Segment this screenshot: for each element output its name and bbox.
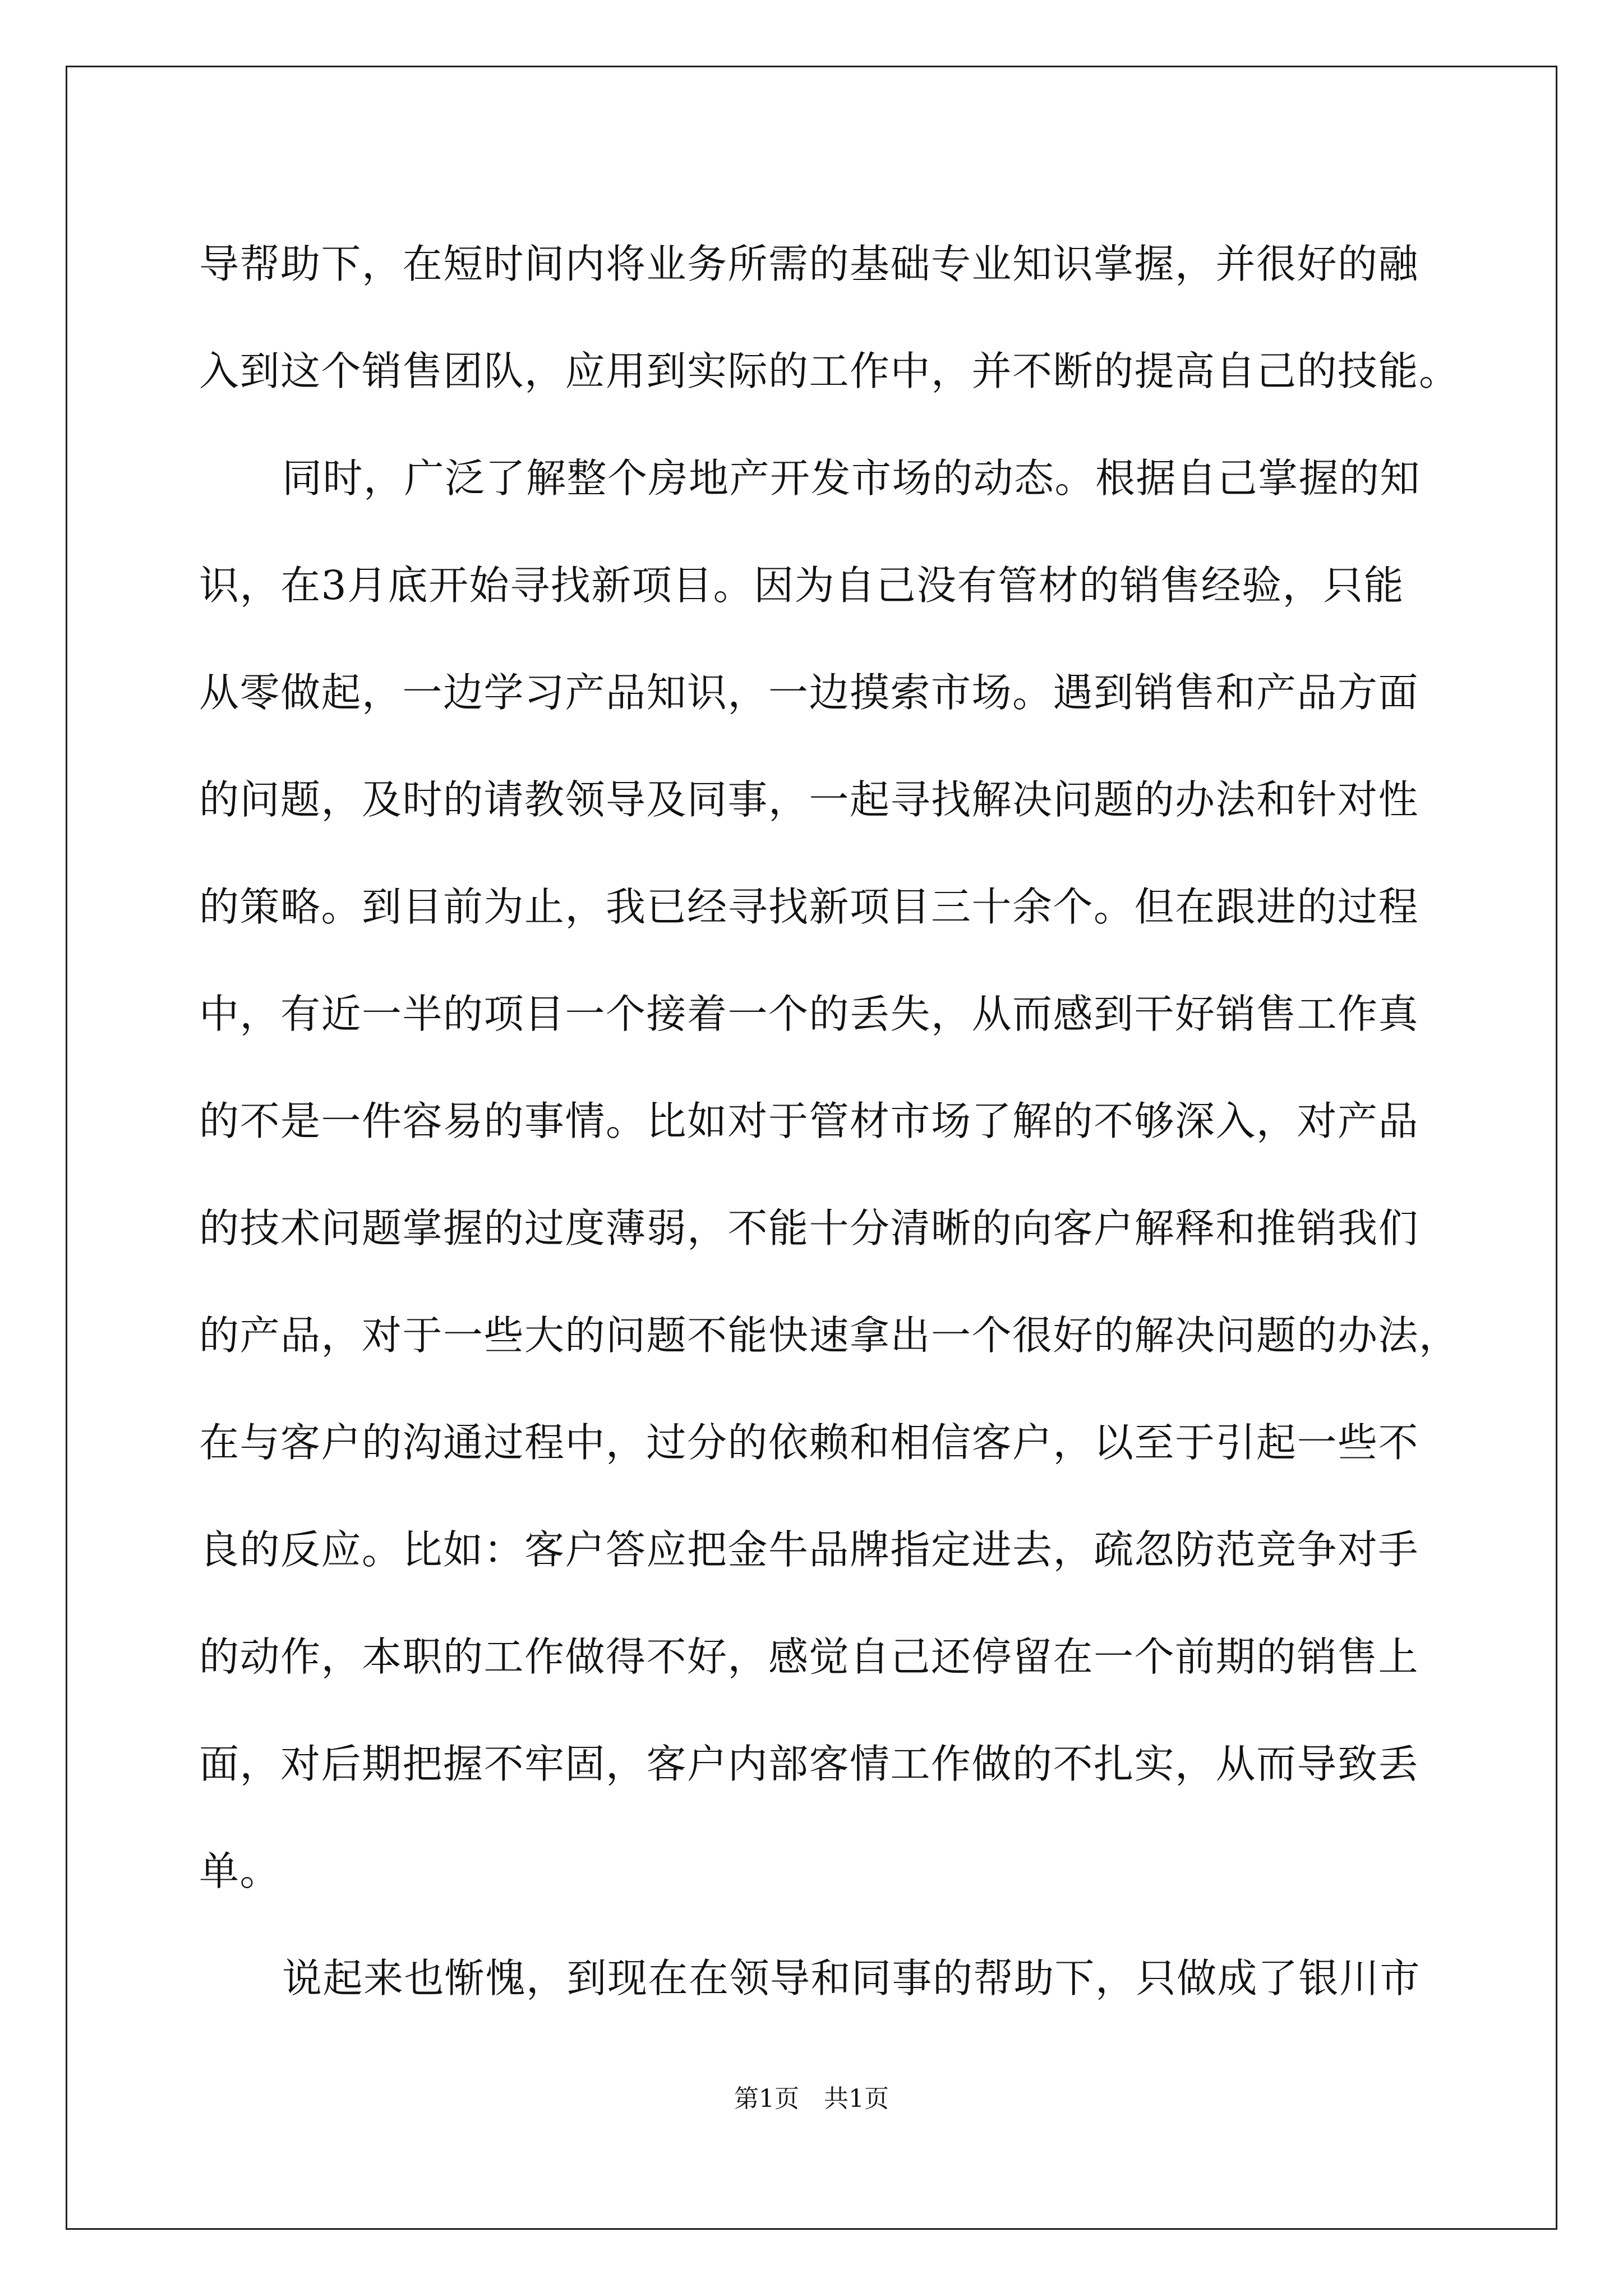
text-line: 从零做起，一边学习产品知识，一边摸索市场。遇到销售和产品方面 [199, 669, 1419, 716]
text-line: 识，在3月底开始寻找新项目。因为自己没有管材的销售经验，只能 [199, 562, 1405, 609]
text-line: 的技术问题掌握的过度薄弱，不能十分清晰的向客户解释和推销我们 [199, 1205, 1419, 1251]
text-line: 面，对后期把握不牢固，客户内部客情工作做的不扎实，从而导致丢 [199, 1741, 1419, 1787]
text-line: 的不是一件容易的事情。比如对于管材市场了解的不够深入，对产品 [199, 1098, 1419, 1144]
paragraph-start-line: 说起来也惭愧，到现在在领导和同事的帮助下，只做成了银川市 [282, 1955, 1421, 2001]
text-line: 中，有近一半的项目一个接着一个的丢失，从而感到干好销售工作真 [199, 991, 1419, 1037]
text-line: 的策略。到目前为止，我已经寻找新项目三十余个。但在跟进的过程 [199, 884, 1419, 930]
page-number-footer: 第1页 共1页 [734, 2085, 889, 2113]
text-line: 的问题，及时的请教领导及同事，一起寻找解决问题的办法和针对性 [199, 776, 1419, 823]
paragraph-start-line: 同时，广泛了解整个房地产开发市场的动态。根据自己掌握的知 [282, 455, 1421, 501]
text-line: 导帮助下，在短时间内将业务所需的基础专业知识掌握，并很好的融 [199, 241, 1419, 287]
body-text [199, 210, 1460, 2032]
text-line: 的产品，对于一些大的问题不能快速拿出一个很好的解决问题的办法， [199, 1312, 1460, 1359]
text-line: 的动作，本职的工作做得不好，感觉自己还停留在一个前期的销售上 [199, 1634, 1419, 1680]
text-line: 在与客户的沟通过程中，过分的依赖和相信客户，以至于引起一些不 [199, 1419, 1419, 1466]
text-line: 单。 [199, 1848, 281, 1894]
text-line: 良的反应。比如：客户答应把金牛品牌指定进去，疏忽防范竞争对手 [199, 1526, 1419, 1573]
text-line: 入到这个销售团队，应用到实际的工作中，并不断的提高自己的技能。 [199, 348, 1460, 394]
